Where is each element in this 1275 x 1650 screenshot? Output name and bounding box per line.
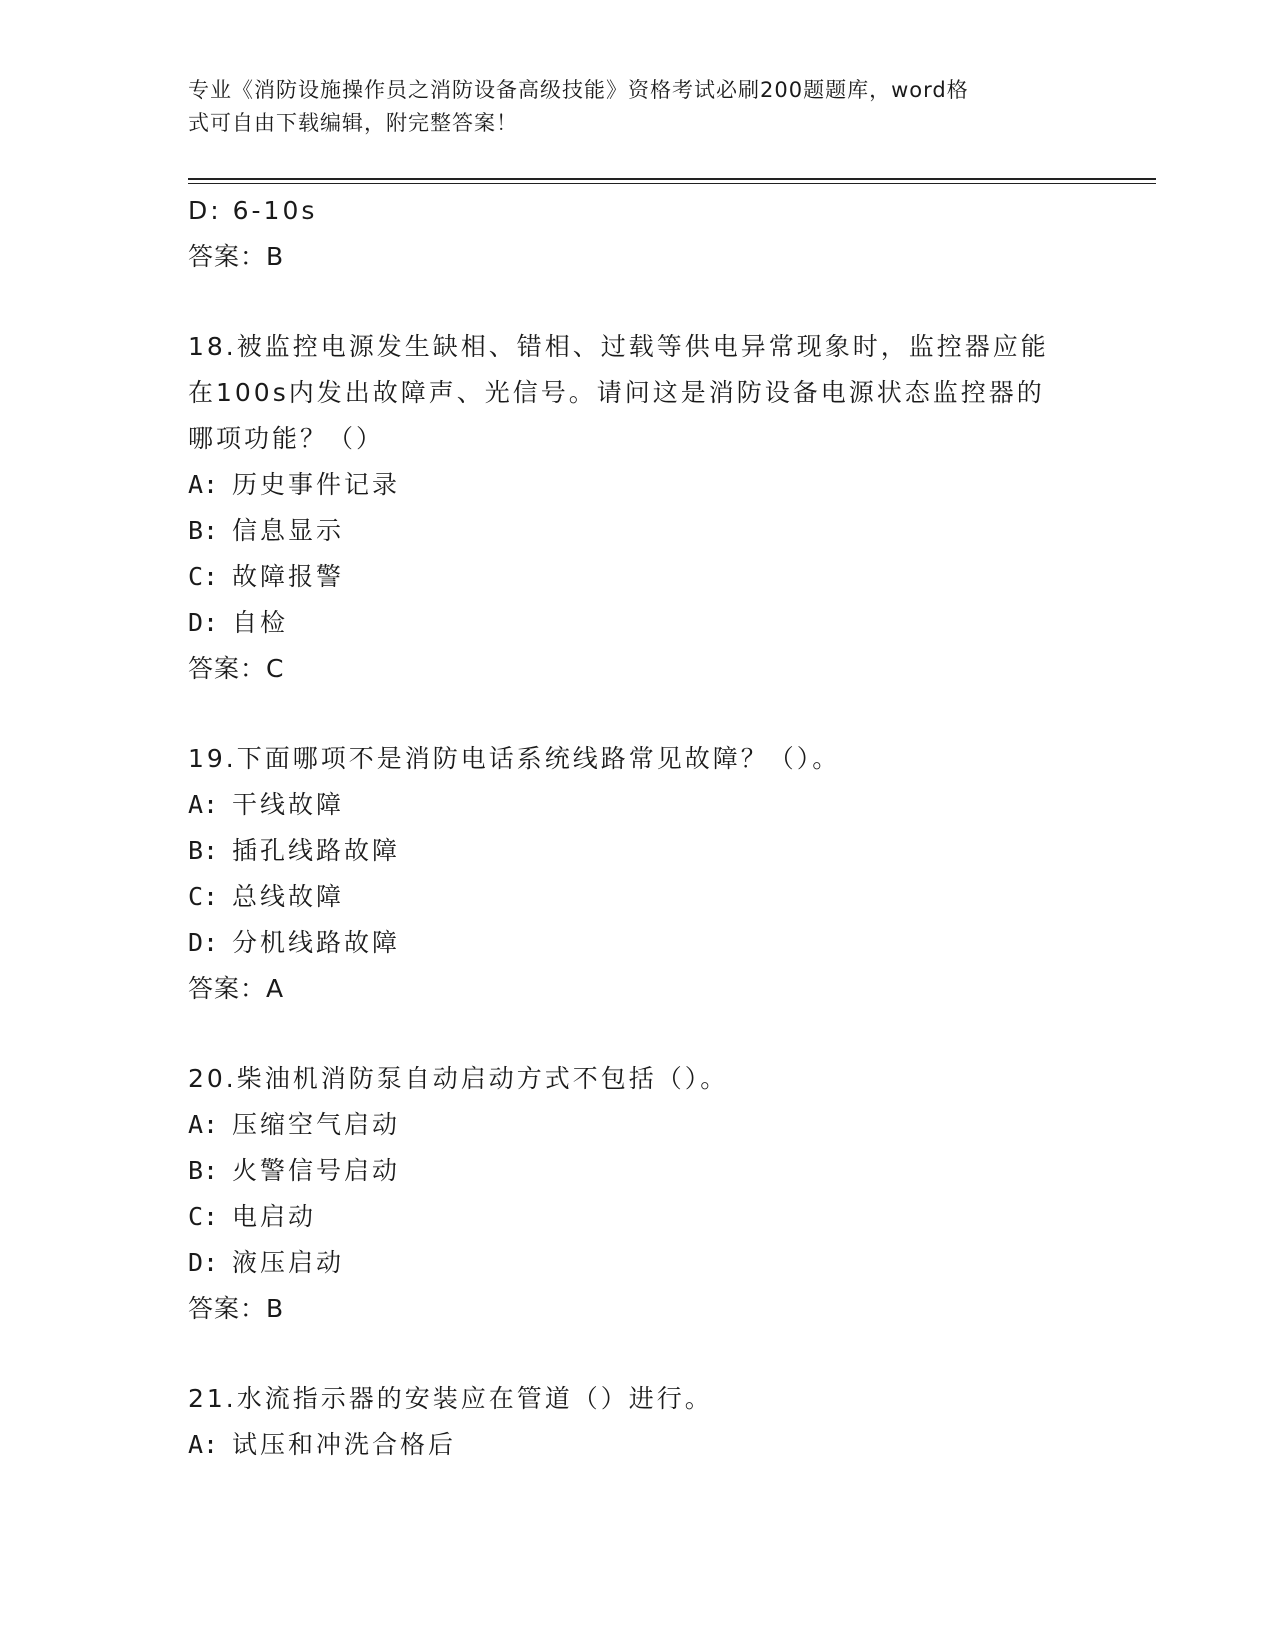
answer-line: 答案：A [188, 974, 285, 1003]
answer-line: 答案：B [188, 1294, 285, 1323]
question-text-line: 19.下面哪项不是消防电话系统线路常见故障？（）。 [188, 744, 841, 773]
option-text: 火警信号启动 [232, 1156, 401, 1185]
header-line-1: 专业《消防设施操作员之消防设备高级技能》资格考试必刷200题题库，word格 [188, 78, 969, 102]
option-label: D: [188, 928, 219, 957]
option-label: D: [188, 608, 219, 637]
spacer [188, 1332, 1088, 1376]
header-line-2: 式可自由下载编辑，附完整答案！ [188, 111, 518, 135]
question-content [188, 188, 1088, 1468]
question-block [188, 324, 1088, 692]
option-label: B: [188, 1156, 219, 1185]
option-text: 信息显示 [232, 516, 345, 545]
option-text: 压缩空气启动 [232, 1110, 401, 1139]
spacer [188, 280, 1088, 324]
option-label: D: [188, 1248, 219, 1277]
previous-option-d: D: 6-10s [188, 196, 318, 225]
option-label: C: [188, 882, 219, 911]
option-d [188, 920, 1088, 966]
option-label: B: [188, 516, 219, 545]
option-a [188, 462, 1088, 508]
option-label: C: [188, 562, 219, 591]
question-text-line: 21.水流指示器的安装应在管道（）进行。 [188, 1384, 713, 1413]
option-c [188, 554, 1088, 600]
question-text-line: 20.柴油机消防泵自动启动方式不包括（）。 [188, 1064, 729, 1093]
question-text-line: 哪项功能？（） [188, 424, 385, 453]
option-text: 液压启动 [232, 1248, 345, 1277]
question-text-line: 在100s内发出故障声、光信号。请问这是消防设备电源状态监控器的 [188, 378, 1045, 407]
answer-line: 答案：C [188, 654, 285, 683]
option-d [188, 600, 1088, 646]
option-text: 分机线路故障 [232, 928, 401, 957]
option-label: C: [188, 1202, 219, 1231]
option-b [188, 1148, 1088, 1194]
question-block [188, 1056, 1088, 1332]
header-rule-thin [188, 183, 1156, 184]
document-header [188, 74, 1068, 140]
option-c [188, 874, 1088, 920]
option-a [188, 782, 1088, 828]
option-label: A: [188, 1430, 219, 1459]
question-block [188, 1376, 1088, 1468]
option-text: 电启动 [232, 1202, 317, 1231]
option-text: 总线故障 [232, 882, 345, 911]
previous-answer: 答案：B [188, 242, 285, 271]
question-block [188, 736, 1088, 1012]
question-text-line: 18.被监控电源发生缺相、错相、过载等供电异常现象时，监控器应能 [188, 332, 1049, 361]
option-text: 自检 [232, 608, 289, 637]
option-label: B: [188, 836, 219, 865]
header-rule-thick [188, 178, 1156, 180]
option-text: 故障报警 [232, 562, 345, 591]
option-c [188, 1194, 1088, 1240]
option-b [188, 828, 1088, 874]
option-text: 插孔线路故障 [232, 836, 401, 865]
spacer [188, 692, 1088, 736]
option-text: 历史事件记录 [232, 470, 401, 499]
option-label: A: [188, 1110, 219, 1139]
spacer [188, 1012, 1088, 1056]
option-text: 试压和冲洗合格后 [232, 1430, 457, 1459]
option-label: A: [188, 790, 219, 819]
option-a [188, 1102, 1088, 1148]
option-d [188, 1240, 1088, 1286]
option-text: 干线故障 [232, 790, 345, 819]
option-a [188, 1422, 1088, 1468]
option-b [188, 508, 1088, 554]
option-label: A: [188, 470, 219, 499]
